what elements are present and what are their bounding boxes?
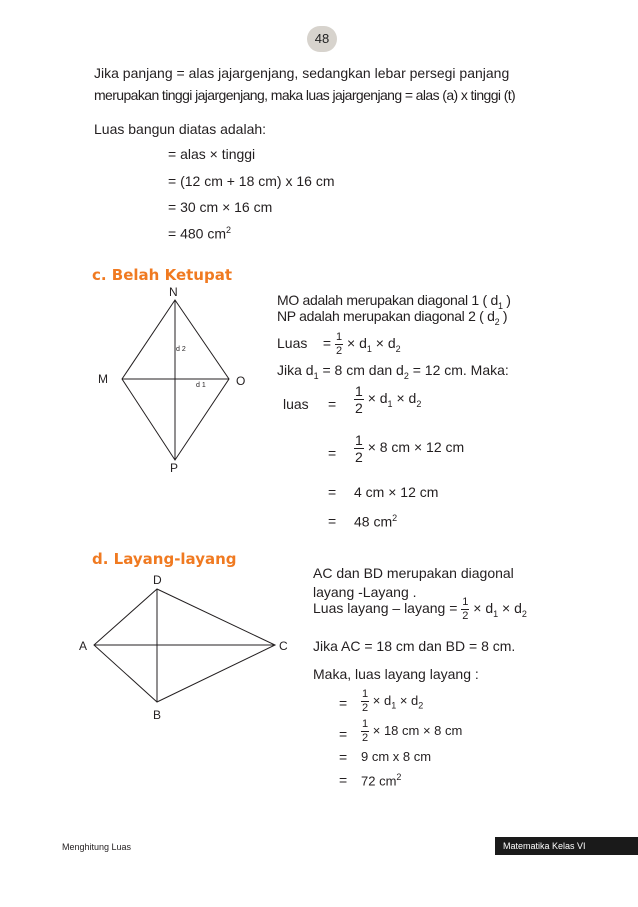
kite-formula: Luas layang – layang = $\frac{1}{2}$ × $d_1 \times d_2$ [313,596,527,622]
kite-maka: Maka, luas layang layang : [313,666,479,682]
calc-step-4: = 480 $cm^2$ [168,225,231,242]
label-b: B [153,708,162,722]
footer-right: Matematika Kelas VI [495,837,638,855]
heading-layang-layang: d. Layang-layang [92,550,237,568]
kite-eq-3: = [339,749,348,765]
label-c: C [279,639,288,653]
heading-belah-ketupat: c. Belah Ketupat [92,266,232,284]
kite-given: Jika AC = 18 cm dan BD = 8 cm. [313,638,516,654]
rhombus-luas-label: luas [283,396,309,412]
kite-eq-1: = [339,695,348,711]
kite-eq-2: = [339,726,348,742]
rhombus-line-1: $\frac{1}{2}$ × $d_1 \times d_2$ [355,383,422,416]
kite-outline [94,589,275,702]
label-d2: d 2 [176,346,186,353]
kite-line-4: 72 $cm^2$ [361,772,402,789]
rhombus-desc-1: MO adalah merupakan diagonal 1 ( $d_1$ ) [277,292,511,311]
intro-line-1: Jika panjang = alas jajargenjang, sedangkan lebar persegi panjang [94,65,510,81]
footer-left: Menghitung Luas [62,842,132,852]
calc-step-3: = 30 cm × 16 cm [168,199,273,215]
rhombus-eq-3: = [328,484,337,500]
kite-line-1: $\frac{1}{2}$ × $d_1 \times d_2$ [362,688,424,714]
kite-line-3: 9 cm x 8 cm [361,749,432,764]
label-o: O [236,374,246,388]
rhombus-desc-2: NP adalah merupakan diagonal 2 ( $d_2$ ) [277,308,508,327]
label-d: D [153,573,162,587]
calc-step-1: = alas × tinggi [168,146,256,162]
kite-line-2: $\frac{1}{2}$ × 18 cm × 8 cm [362,718,463,744]
rhombus-given: Jika $d_1 = 8$ cm dan $d_2 = 12$ cm. Maka: [277,362,509,381]
calc-title: Luas bangun diatas adalah: [94,121,267,137]
label-d1: d 1 [196,382,206,389]
kite-desc-2: layang -Layang . [313,584,417,600]
rhombus-line-3: 4 cm × 12 cm [354,484,439,500]
label-m: M [98,372,108,386]
label-n: N [169,285,178,299]
intro-line-2: merupakan tinggi jajargenjang, maka luas jajargenjang = alas (a) x tinggi (t) [94,87,516,103]
rhombus-eq-2: = [328,445,337,461]
kite-eq-4: = [339,772,348,788]
label-a: A [79,639,88,653]
page-number: 48 [307,26,337,52]
rhombus-eq-4: = [328,513,337,529]
label-p: P [170,461,179,475]
calc-step-2: = (12 cm + 18 cm) x 16 cm [168,173,335,189]
rhombus-line-4: 48 $cm^2$ [354,513,398,530]
rhombus-outline [122,300,229,460]
rhombus-formula: Luas = $\frac{1}{2}$ × $d_1 \times d_2$ [277,331,401,357]
rhombus-line-2: $\frac{1}{2}$ × 8 cm × 12 cm [355,432,465,465]
kite-desc-1: AC dan BD merupakan diagonal [313,565,514,581]
rhombus-eq-1: = [328,396,337,412]
